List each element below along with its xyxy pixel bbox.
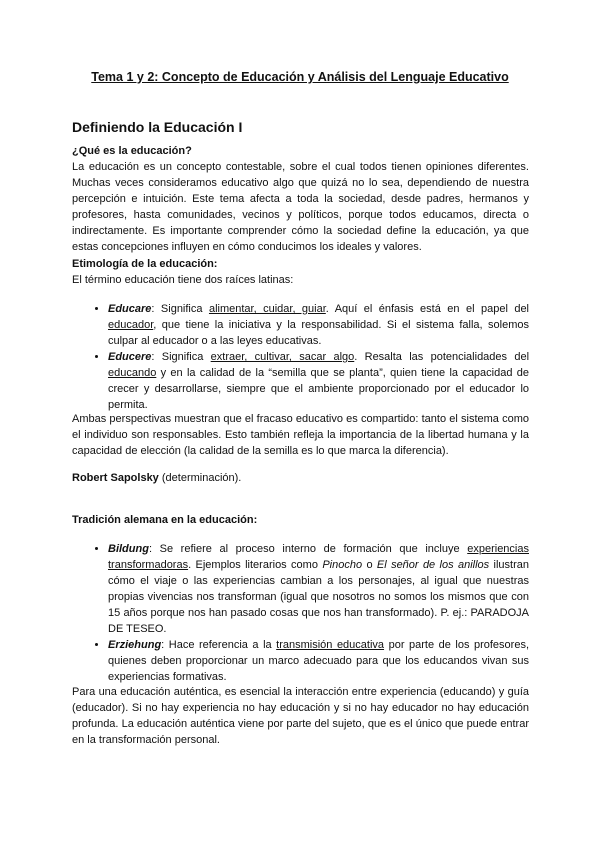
- text: o: [362, 559, 377, 571]
- sapolsky-line: [72, 470, 529, 486]
- etymology-block: [72, 256, 529, 288]
- underlined-text: extraer, cultivar, sacar algo: [210, 351, 355, 363]
- document-title: Tema 1 y 2: Concepto de Educación y Análisis del Lenguaje Educativo: [91, 70, 509, 84]
- text: ilustran cómo el viaje o las experiencias cambian a los personajes, al igual que nuestras propias vivencias nos transforman (igual que nosotros no somos los mismos que con 15 años porque nos han pasado cosas que nos han transformado). P. ej.: PARADOJA DE TESEO.: [108, 559, 529, 635]
- term: Erziehung: [108, 639, 162, 651]
- term: Bildung: [108, 543, 149, 555]
- paragraph: Ambas perspectivas muestran que el fracaso educativo es compartido: tanto el sistema como el individuo son responsables. Esto también refleja la importancia de la libertad humana y la capacidad de elección (la calidad de la semilla es lo que marca la diferencia).: [72, 413, 529, 457]
- term: Educare: [108, 303, 152, 315]
- section-heading: Definiendo la Educación I: [72, 119, 243, 135]
- list-item: [108, 301, 529, 349]
- text: y en la calidad de la “semilla que se planta”, quien tiene la capacidad de crecer y desarrollarse, siempre que el ambiente proporcionado por el educador lo permita.: [108, 367, 529, 411]
- paragraph: La educación es un concepto contestable, sobre el cual todos tienen opiniones diferentes. Muchas veces consideramos educativo algo que quizá no lo sea, dependiendo de nuestra percepción e intuición. Este tema afecta a toda la sociedad, desde padres, hermanos y profesores, hasta comunidades, vecinos y políticos, porque todos educamos, directa o indirectamente. Es importante comprender cómo la sociedad define la educación, ya que estas concepciones influyen en cómo conducimos los ideales y valores.: [72, 161, 529, 253]
- term: Educere: [108, 351, 152, 363]
- italic-text: El señor de los anillos: [376, 559, 490, 571]
- underlined-text: educando: [108, 367, 157, 379]
- german-tradition-list: [72, 541, 529, 685]
- list-item: [108, 637, 529, 685]
- subheading: Tradición alemana en la educación:: [72, 514, 258, 526]
- text: , que tiene la iniciativa y la responsabilidad. Si el sistema falla, solemos culpar al educador o a las leyes educativas.: [108, 319, 529, 347]
- list-item: [108, 349, 529, 413]
- what-is-education-block: [72, 143, 529, 255]
- subheading: ¿Qué es la educación?: [72, 145, 192, 157]
- author-name: Robert Sapolsky: [72, 472, 159, 484]
- text: . Resalta las potencialidades del: [354, 351, 530, 363]
- italic-text: Pinocho: [322, 559, 363, 571]
- list-item: [108, 541, 529, 637]
- paragraph: El término educación tiene dos raíces latinas:: [72, 274, 294, 286]
- text: . Aquí el énfasis está en el papel del: [325, 303, 530, 315]
- text: : Hace referencia a la: [161, 639, 277, 651]
- text: : Significa: [151, 351, 211, 363]
- underlined-text: educador: [108, 319, 154, 331]
- underlined-text: transmisión educativa: [276, 639, 385, 651]
- underlined-text: experiencias transformadoras: [108, 543, 529, 571]
- underlined-text: alimentar, cuidar, guiar: [208, 303, 326, 315]
- text: por parte de los profesores, quienes deben proporcionar un marco adecuado para que los educandos vivan sus experiencias formativas.: [108, 639, 530, 683]
- text: (determinación).: [158, 472, 242, 484]
- text: : Se refiere al proceso interno de formación que incluye: [148, 543, 468, 555]
- subheading: Etimología de la educación:: [72, 258, 218, 270]
- paragraph: Para una educación auténtica, es esencial la interacción entre experiencia (educando) y guía (educador). Si no hay experiencia no hay educación y si no hay educador no hay educación profunda. La educación auténtica viene por parte del sujeto, que es el único que puede entrar en la transformación personal.: [72, 686, 529, 746]
- text: : Significa: [151, 303, 209, 315]
- etymology-list: [72, 301, 529, 413]
- text: . Ejemplos literarios como: [188, 559, 323, 571]
